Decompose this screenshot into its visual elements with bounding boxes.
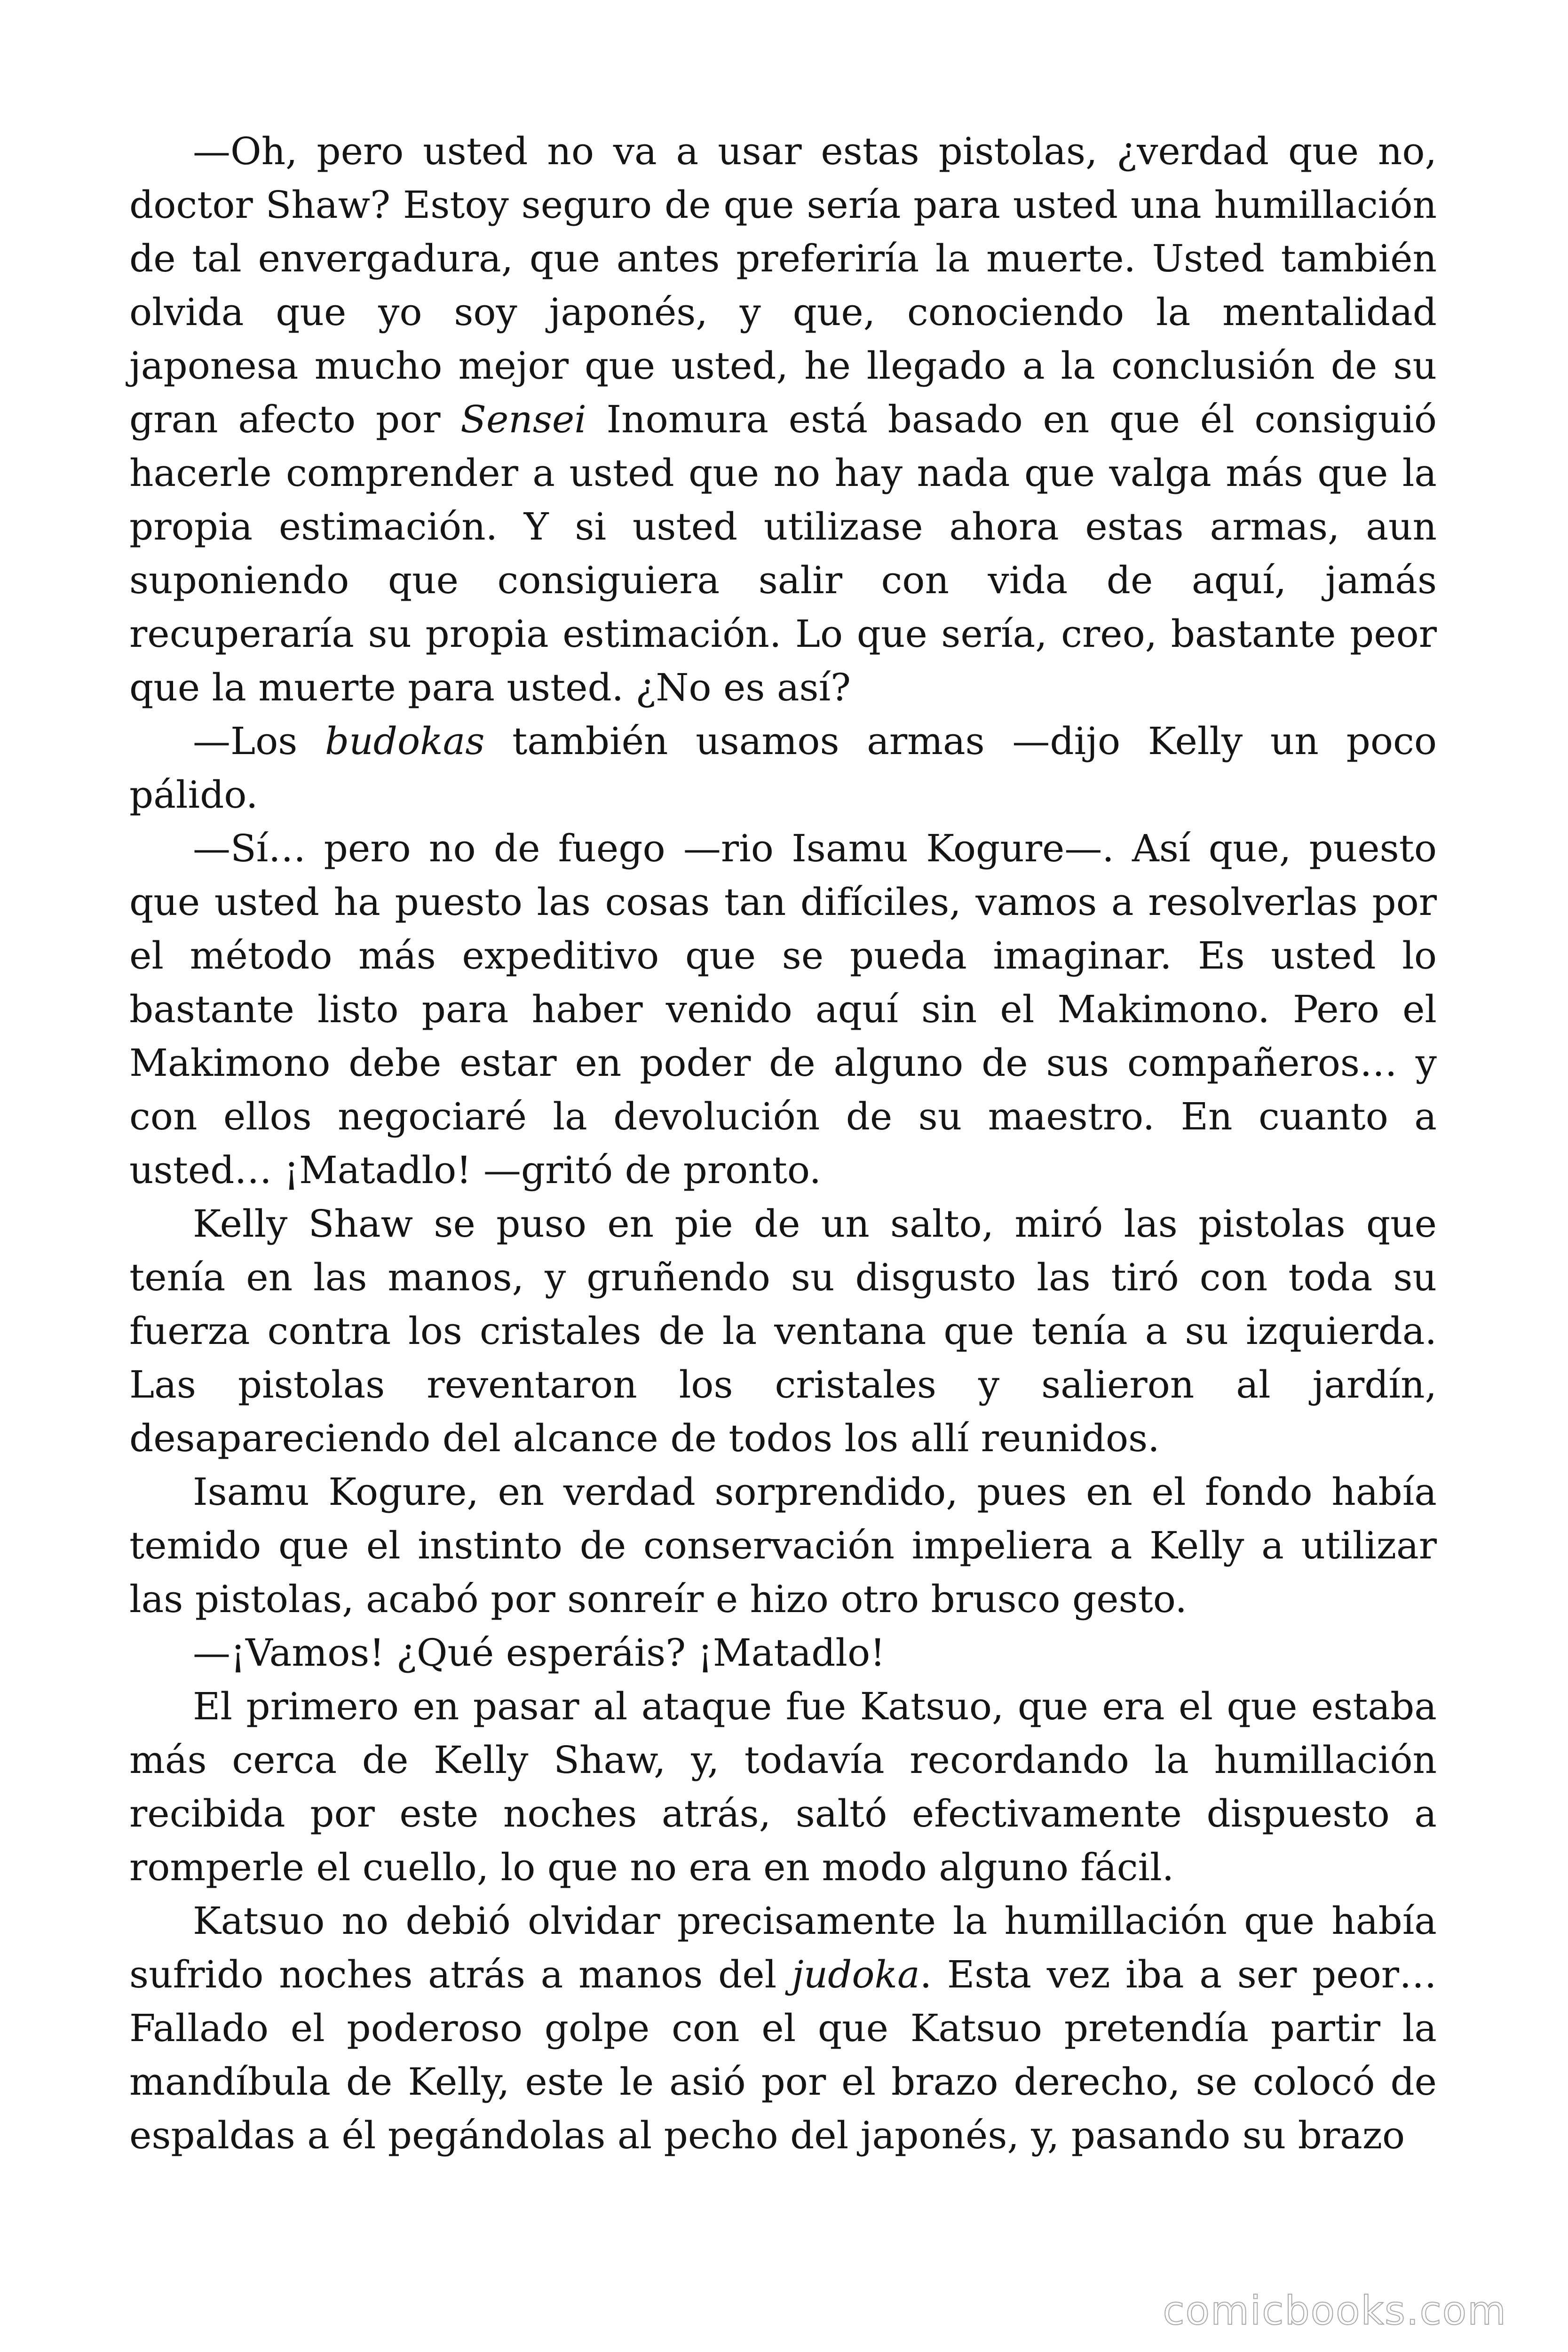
paragraph bbox=[129, 1894, 1437, 2162]
italic-text: budokas bbox=[325, 719, 485, 763]
paragraph bbox=[129, 125, 1437, 715]
text-run: —Oh, pero usted no va a usar estas pistolas, ¿verdad que no, doctor Shaw? Estoy seguro de que sería para usted una humillación de tal envergadura, que antes preferiría la muerte. Usted también olvida que yo soy japonés, y que, conociendo la mentalidad japonesa mucho mejor que usted, he llegado a la conclusión de su gran afecto por bbox=[129, 129, 1437, 441]
text-run: El primero en pasar al ataque fue Katsuo, que era el que estaba más cerca de Kelly Shaw, y, todavía recordando la humillación recibida por este noches atrás, saltó efectivamente dispuesto a romperle el cuello, lo que no era en modo alguno fácil. bbox=[129, 1685, 1437, 1889]
page-body bbox=[129, 125, 1437, 2162]
paragraph bbox=[129, 715, 1437, 822]
italic-text: Sensei bbox=[460, 397, 586, 441]
watermark: comicbooks.com bbox=[1163, 2288, 1507, 2334]
paragraph bbox=[129, 1465, 1437, 1626]
text-run: Isamu Kogure, en verdad sorprendido, pues en el fondo había temido que el instinto de conservación impeliera a Kelly a utilizar las pistolas, acabó por sonreír e hizo otro brusco gesto. bbox=[129, 1470, 1437, 1621]
paragraph bbox=[129, 1680, 1437, 1894]
text-run: —Sí… pero no de fuego —rio Isamu Kogure—. Así que, puesto que usted ha puesto las cosas tan difíciles, vamos a resolverlas por el método más expeditivo que se pueda imaginar. Es usted lo bastante listo para haber venido aquí sin el Makimono. Pero el Makimono debe estar en poder de alguno de sus compañeros… y con ellos negociaré la devolución de su maestro. En cuanto a usted… ¡Matadlo! —gritó de pronto. bbox=[129, 826, 1437, 1192]
text-run: . Esta vez iba a ser peor… Fallado el poderoso golpe con el que Katsuo pretendía partir la mandíbula de Kelly, este le asió por el brazo derecho, se colocó de espaldas a él pegándolas al pecho del japonés, y, pasando su brazo bbox=[129, 1953, 1437, 2157]
paragraph bbox=[129, 1197, 1437, 1465]
italic-text: judoka bbox=[792, 1953, 920, 1996]
paragraph bbox=[129, 822, 1437, 1197]
text-run: también usamos armas —dijo Kelly un poco pálido. bbox=[129, 719, 1437, 817]
text-run: Inomura está basado en que él consiguió hacerle comprender a usted que no hay nada que valga más que la propia estimación. Y si usted utilizase ahora estas armas, aun suponiendo que consiguiera salir con vida de aquí, jamás recuperaría su propia estimación. Lo que sería, creo, bastante peor que la muerte para usted. ¿No es así? bbox=[129, 397, 1437, 709]
text-run: Katsuo no debió olvidar precisamente la humillación que había sufrido noches atrás a manos del bbox=[129, 1899, 1437, 1996]
text-run: —Los bbox=[193, 719, 325, 763]
text-run: Kelly Shaw se puso en pie de un salto, miró las pistolas que tenía en las manos, y gruñendo su disgusto las tiró con toda su fuerza contra los cristales de la ventana que tenía a su izquierda. Las pistolas reventaron los cristales y salieron al jardín, desapareciendo del alcance de todos los allí reunidos. bbox=[129, 1202, 1437, 1460]
paragraph bbox=[129, 1626, 1437, 1680]
text-run: —¡Vamos! ¿Qué esperáis? ¡Matadlo! bbox=[193, 1631, 886, 1675]
